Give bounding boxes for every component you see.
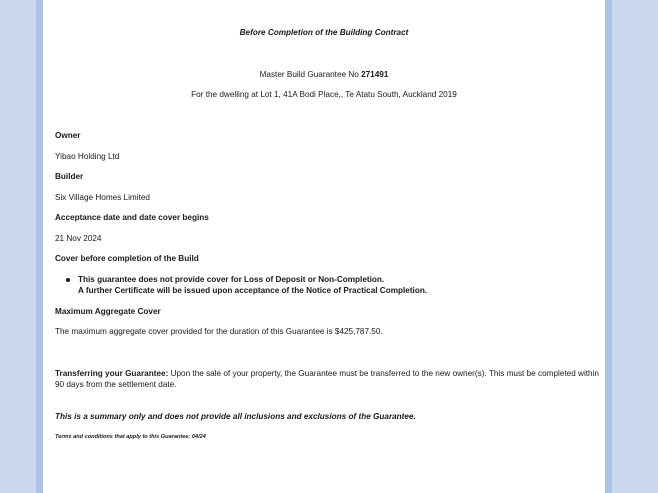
owner-label: Owner <box>55 131 81 140</box>
document-page <box>43 0 605 493</box>
builder-value: Six Village Homes Limited <box>55 193 150 202</box>
max-cover-text: The maximum aggregate cover provided for the duration of this Guarantee is $425,787.50. <box>55 327 383 336</box>
page-border-right <box>604 0 612 493</box>
guarantee-number: 271491 <box>361 70 389 79</box>
terms-note: Terms and conditions that apply to this Guarantee: 04/24 <box>55 434 206 440</box>
cover-bullet-line2: A further Certificate will be issued upon acceptance of the Notice of Practical Completion. <box>78 286 428 295</box>
document-heading: Before Completion of the Building Contract <box>239 28 409 37</box>
cover-bullet-line1: This guarantee does not provide cover for Loss of Deposit or Non-Completion. <box>78 275 385 284</box>
bullet-icon <box>66 278 70 282</box>
guarantee-number-label: Master Build Guarantee No <box>259 70 362 79</box>
dwelling-address: For the dwelling at Lot 1, 41A Bodi Place,, Te Atatu South, Auckland 2019 <box>191 90 457 99</box>
acceptance-label: Acceptance date and date cover begins <box>55 213 209 222</box>
guarantee-number-line <box>43 69 605 80</box>
summary-note: This is a summary only and does not provide all inclusions and exclusions of the Guarantee. <box>55 412 416 421</box>
transfer-paragraph <box>55 368 605 390</box>
transfer-text: Upon the sale of your property, the Guarantee must be transferred to the new owner(s). This must be completed within 90 days from the settlement date. <box>55 369 599 389</box>
owner-value: Yibao Holding Ltd <box>55 152 120 161</box>
max-cover-label: Maximum Aggregate Cover <box>55 307 161 316</box>
acceptance-value: 21 Nov 2024 <box>55 234 102 243</box>
transfer-label: Transferring your Guarantee: <box>55 369 169 378</box>
cover-label: Cover before completion of the Build <box>55 254 199 263</box>
builder-label: Builder <box>55 172 84 181</box>
